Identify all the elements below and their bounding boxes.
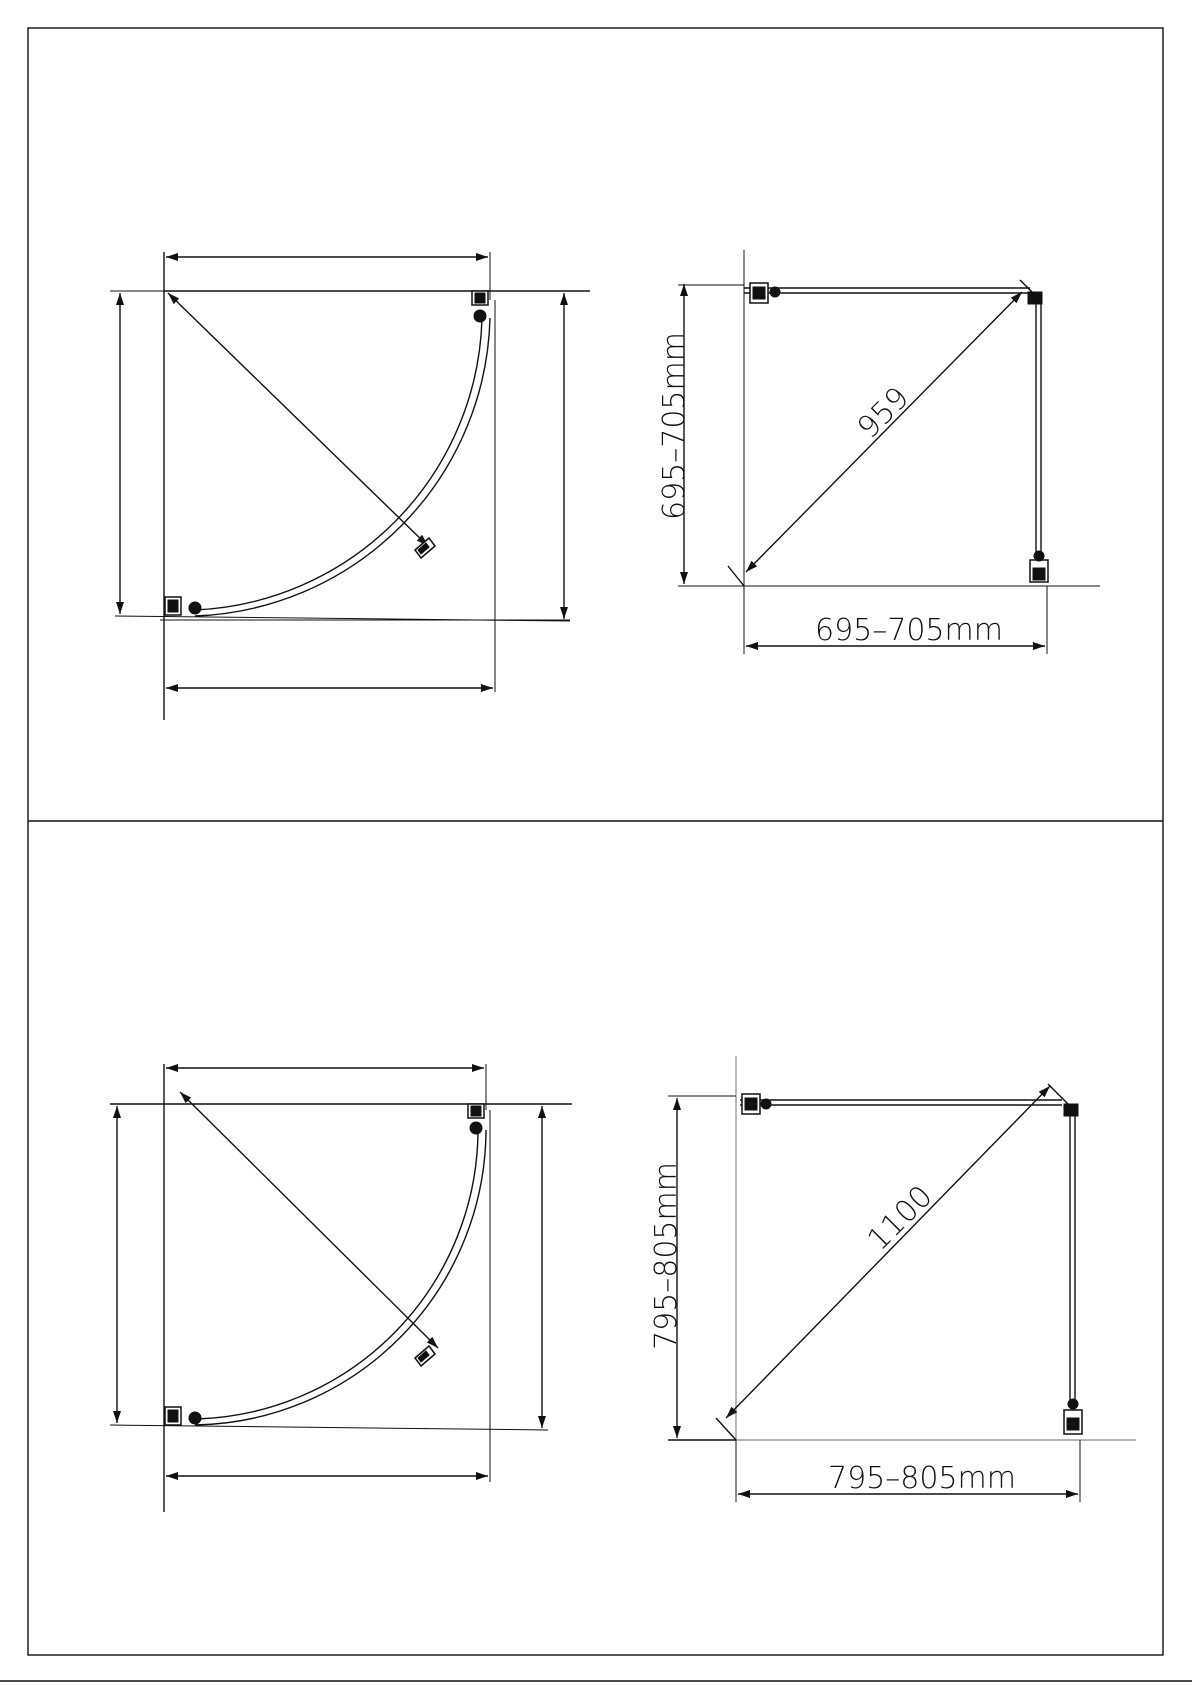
- corner-fitting-top-right: [1020, 280, 1042, 304]
- corner-fitting-top-left: [750, 283, 780, 303]
- curved-glass-inner: [195, 1130, 486, 1425]
- panel-1-corner-view: [657, 250, 1100, 654]
- panel-1-quadrant-view: [110, 252, 590, 720]
- handle-middle: [415, 538, 435, 558]
- panel-2-quadrant-view: [110, 1064, 572, 1512]
- sheet-frame: [28, 28, 1163, 1655]
- width-label: 795–805mm: [828, 1461, 1016, 1496]
- corner-fitting-bottom-right: [1064, 1399, 1082, 1434]
- depth-label: 795–805mm: [649, 1162, 684, 1350]
- diagonal-label: 1100: [860, 1178, 940, 1258]
- radius-dimension-line: [168, 293, 428, 546]
- diagonal-label: 959: [850, 380, 917, 446]
- curved-glass-outer: [195, 1130, 478, 1419]
- hinge-bottom-left: [165, 1407, 201, 1425]
- corner-fitting-top-left: [742, 1094, 771, 1114]
- depth-label: 695–705mm: [657, 332, 692, 520]
- hinge-top-right: [468, 1104, 484, 1134]
- corner-fitting-bottom-right: [1030, 551, 1048, 582]
- handle-middle: [415, 1346, 435, 1366]
- panel-2-corner-view: [649, 1056, 1136, 1502]
- radius-dimension-line: [180, 1092, 438, 1348]
- hinge-top-right: [472, 291, 488, 322]
- hinge-bottom-left: [165, 597, 201, 615]
- width-label: 695–705mm: [815, 613, 1003, 648]
